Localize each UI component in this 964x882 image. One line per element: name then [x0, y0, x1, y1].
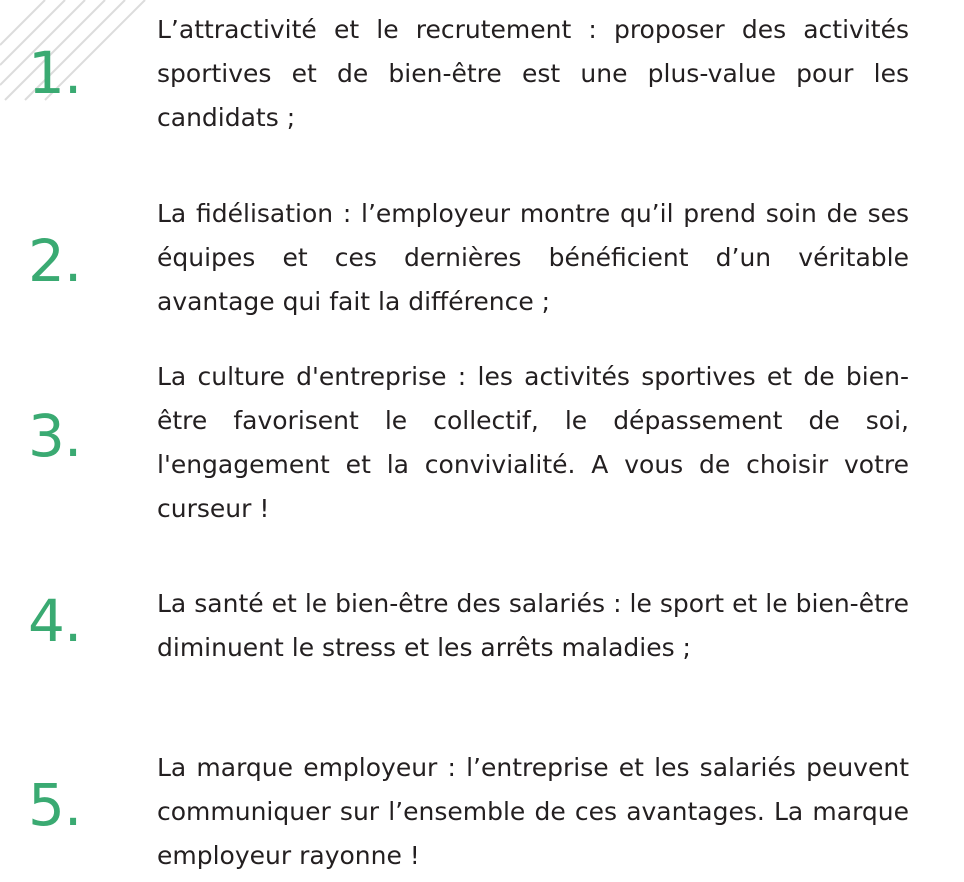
item-number-1: 1. — [28, 39, 82, 107]
item-text-3: La culture d'entreprise : les activités sportives et de bien-être favorisent le collectif, le dépassement de soi, l'engagement et la convivialité. A vous de choisir votre curseur ! — [157, 362, 909, 523]
item-text-5: La marque employeur : l’entreprise et les salariés peuvent communiquer sur l’ensemble de ces avantages. La marque employeur rayonne ! — [157, 753, 909, 870]
item-number-2: 2. — [28, 227, 82, 295]
item-text-4: La santé et le bien-être des salariés : le sport et le bien-être diminuent le stress et les arrêts maladies ; — [157, 589, 909, 662]
item-text-2: La fidélisation : l’employeur montre qu’il prend soin de ses équipes et ces dernières bénéficient d’un véritable avantage qui fait la différence ; — [157, 199, 909, 316]
item-text-1: L’attractivité et le recrutement : proposer des activités sportives et de bien-être est une plus-value pour les candidats ; — [157, 15, 909, 132]
item-number-5: 5. — [28, 771, 82, 839]
item-number-3: 3. — [28, 402, 82, 470]
item-number-4: 4. — [28, 587, 82, 655]
